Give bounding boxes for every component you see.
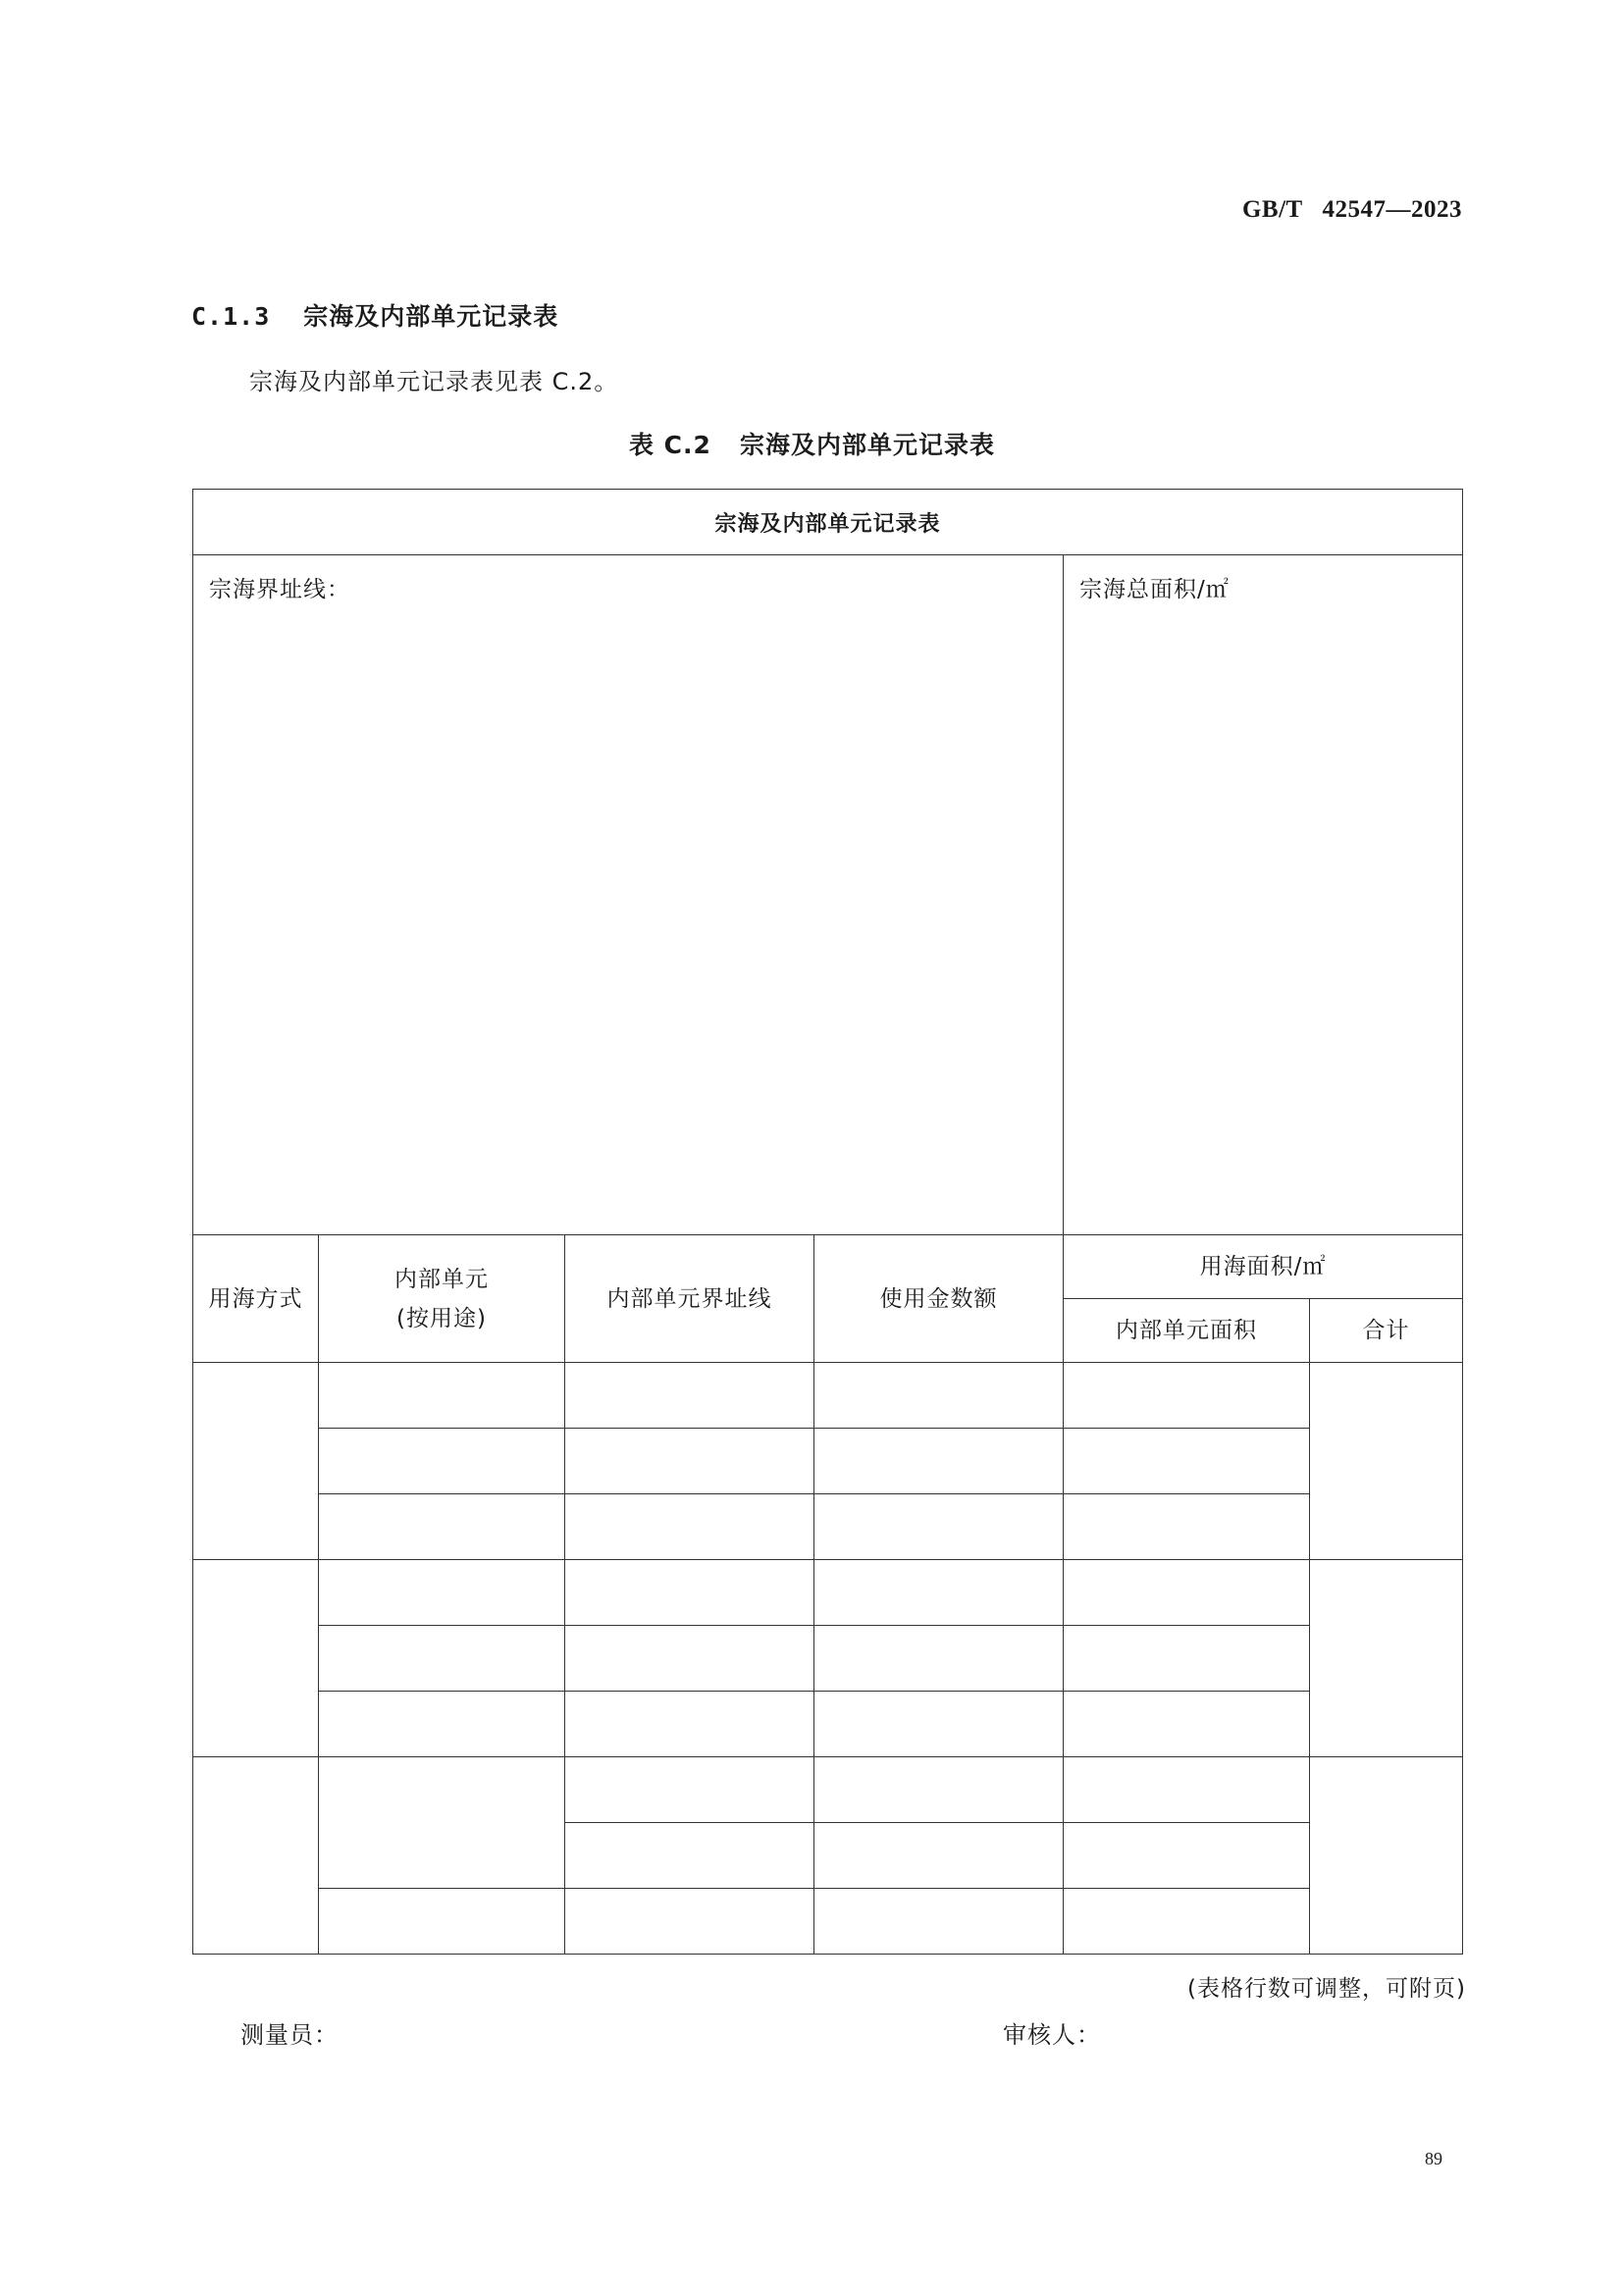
internal-unit-cell[interactable] [319,1429,565,1494]
table-title: 宗海及内部单元记录表 [193,490,1463,555]
table-footnote: (表格行数可调整，可附页) [1187,1976,1466,2002]
internal-unit-cell[interactable] [319,1757,565,1889]
unit-boundary-cell[interactable] [565,1757,814,1823]
section-heading [191,297,558,333]
sea-boundary-cell [193,555,1064,1235]
standard-code: GB/T 42547—2023 [1241,196,1462,223]
unit-boundary-cell[interactable] [565,1889,814,1955]
header-internal-unit-line1: 内部单元 [394,1266,489,1292]
header-area-group: 用海面积/㎡ [1064,1235,1463,1299]
total-cell[interactable] [1310,1757,1463,1955]
header-fee: 使用金数额 [814,1235,1064,1363]
internal-unit-cell[interactable] [319,1494,565,1560]
sea-boundary-label: 宗海界址线： [209,577,350,602]
table-caption: 表 C.2 宗海及内部单元记录表 [628,431,996,459]
internal-unit-cell[interactable] [319,1363,565,1429]
header-unit-boundary: 内部单元界址线 [565,1235,814,1363]
header-internal-unit [319,1235,565,1363]
fee-cell[interactable] [814,1889,1064,1955]
unit-area-cell[interactable] [1064,1363,1310,1429]
fee-cell[interactable] [814,1429,1064,1494]
unit-area-cell[interactable] [1064,1626,1310,1692]
internal-unit-cell[interactable] [319,1626,565,1692]
fee-cell[interactable] [814,1560,1064,1626]
header-internal-unit-line2: (按用途) [396,1305,487,1331]
unit-area-cell[interactable] [1064,1560,1310,1626]
unit-area-cell[interactable] [1064,1494,1310,1560]
intro-paragraph: 宗海及内部单元记录表见表 C.2。 [249,368,619,395]
unit-area-cell[interactable] [1064,1429,1310,1494]
fee-cell[interactable] [814,1363,1064,1429]
total-cell[interactable] [1310,1363,1463,1560]
fee-cell[interactable] [814,1692,1064,1757]
unit-area-cell[interactable] [1064,1692,1310,1757]
surveyor-label: 测量员： [240,2021,339,2049]
total-cell[interactable] [1310,1560,1463,1757]
section-title: 宗海及内部单元记录表 [303,302,559,331]
unit-area-cell[interactable] [1064,1757,1310,1823]
unit-boundary-cell[interactable] [565,1429,814,1494]
header-sea-use-mode: 用海方式 [193,1235,319,1363]
fee-cell[interactable] [814,1494,1064,1560]
fee-cell[interactable] [814,1823,1064,1889]
unit-boundary-cell[interactable] [565,1560,814,1626]
internal-unit-cell[interactable] [319,1560,565,1626]
unit-boundary-cell[interactable] [565,1692,814,1757]
unit-boundary-cell[interactable] [565,1363,814,1429]
header-unit-area: 内部单元面积 [1064,1299,1310,1363]
reviewer-label: 审核人： [1003,2021,1101,2049]
page-number: 89 [1425,2149,1442,2168]
unit-area-cell[interactable] [1064,1823,1310,1889]
fee-cell[interactable] [814,1757,1064,1823]
header-total: 合计 [1310,1299,1463,1363]
unit-area-cell[interactable] [1064,1889,1310,1955]
sea-use-mode-cell[interactable] [193,1363,319,1560]
section-number: C.1.3 [191,302,271,331]
sea-use-mode-cell[interactable] [193,1757,319,1955]
internal-unit-cell[interactable] [319,1889,565,1955]
internal-unit-cell[interactable] [319,1692,565,1757]
sea-use-mode-cell[interactable] [193,1560,319,1757]
unit-boundary-cell[interactable] [565,1494,814,1560]
record-table [192,489,1463,1955]
unit-boundary-cell[interactable] [565,1626,814,1692]
fee-cell[interactable] [814,1626,1064,1692]
unit-boundary-cell[interactable] [565,1823,814,1889]
total-area-cell [1064,555,1463,1235]
total-area-label: 宗海总面积/㎡ [1079,577,1230,602]
